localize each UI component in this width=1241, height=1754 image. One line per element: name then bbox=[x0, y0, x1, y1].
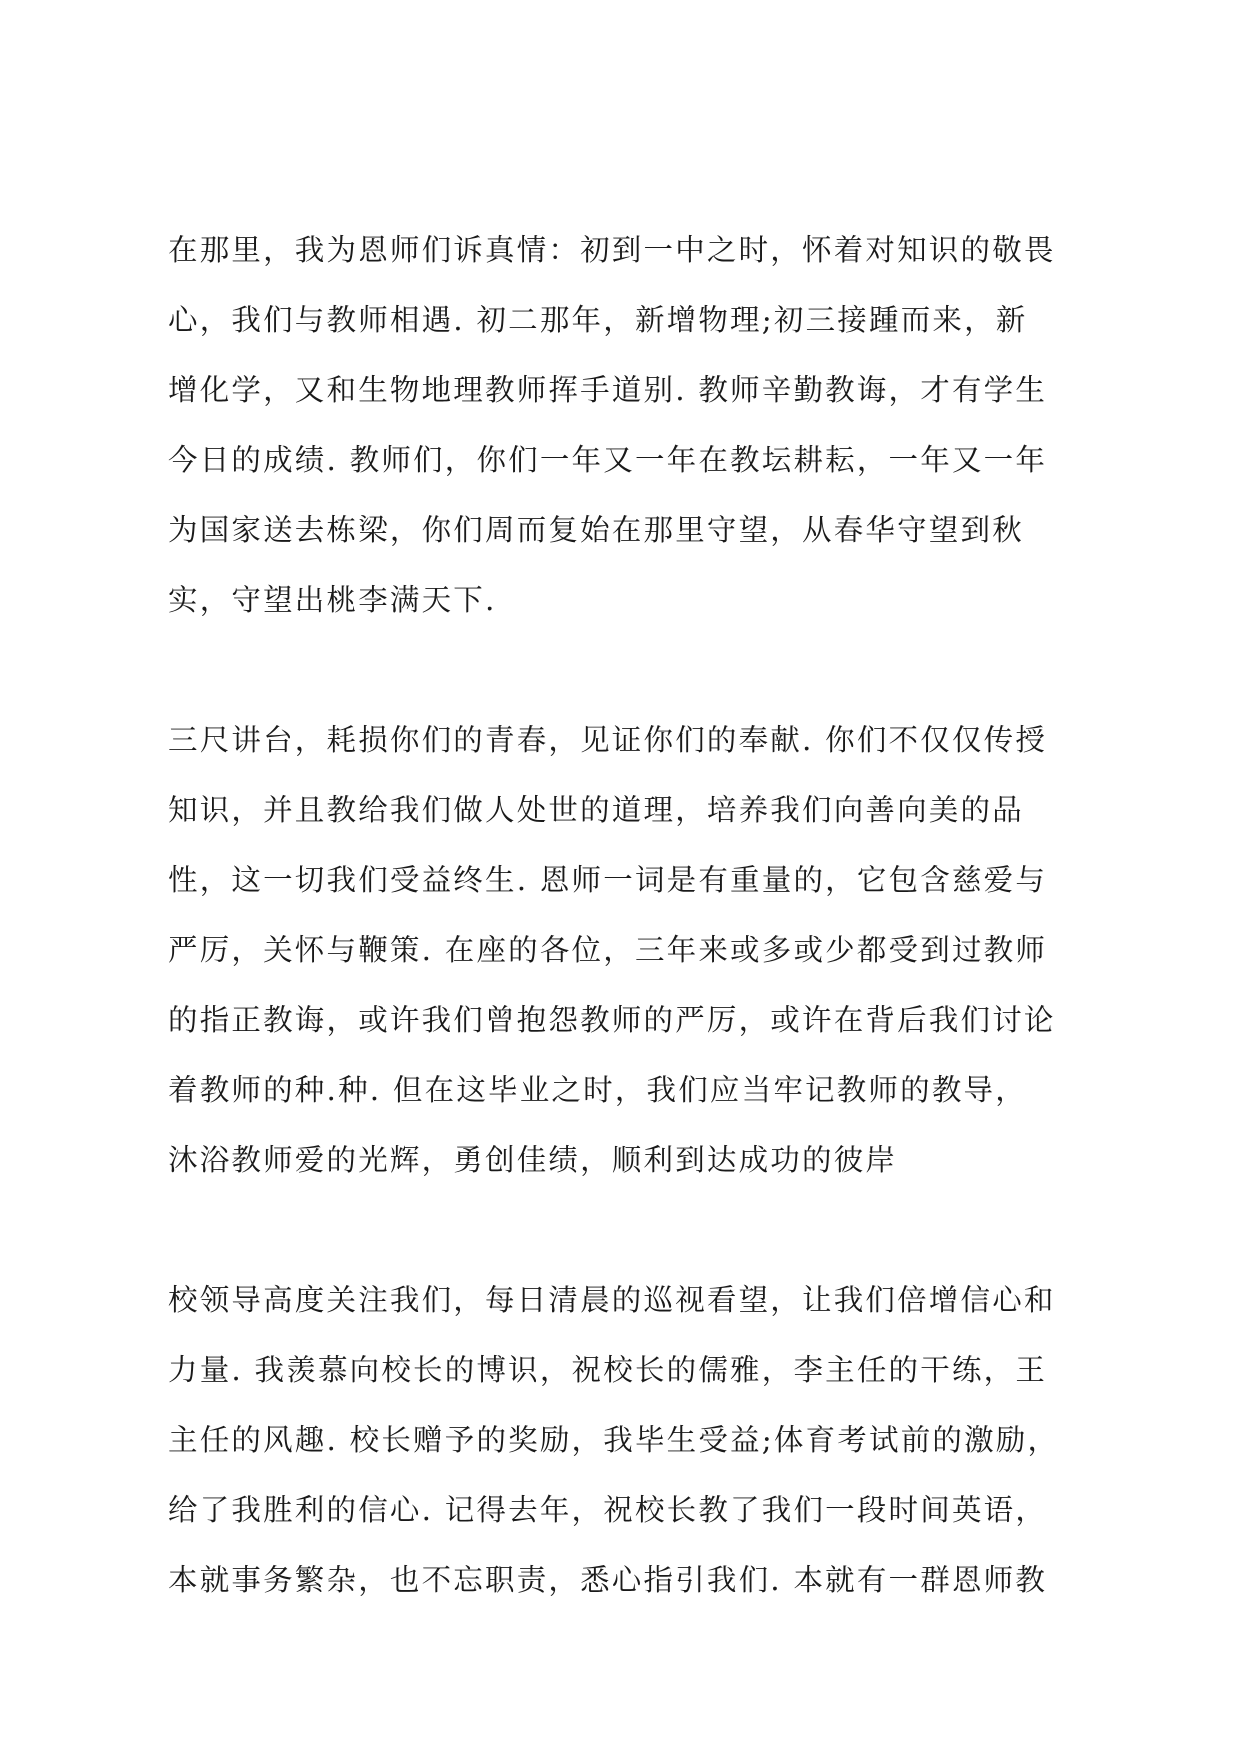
paragraph-line: 性，这一切我们受益终生. 恩师一词是有重量的，它包含慈爱与 bbox=[168, 863, 1048, 897]
paragraph-line: 力量. 我羡慕向校长的博识，祝校长的儒雅，李主任的干练，王 bbox=[168, 1353, 1048, 1387]
paragraph-line: 增化学，又和生物地理教师挥手道别. 教师辛勤教诲，才有学生 bbox=[168, 373, 1048, 407]
paragraph-3 bbox=[168, 1274, 1098, 1624]
paragraph-line: 实，守望出桃李满天下. bbox=[168, 583, 497, 617]
paragraph-line: 主任的风趣. 校长赠予的奖励，我毕生受益;体育考试前的激励， bbox=[168, 1423, 1060, 1457]
paragraph-line: 在那里，我为恩师们诉真情：初到一中之时，怀着对知识的敬畏 bbox=[168, 233, 1056, 267]
paragraph-line: 严厉，关怀与鞭策. 在座的各位，三年来或多或少都受到过教师 bbox=[168, 933, 1048, 967]
paragraph-line: 心，我们与教师相遇. 初二那年，新增物理;初三接踵而来，新 bbox=[168, 303, 1028, 337]
paragraph-line: 沐浴教师爱的光辉，勇创佳绩，顺利到达成功的彼岸 bbox=[168, 1143, 898, 1177]
paragraph-2 bbox=[168, 714, 1098, 1204]
paragraph-line: 的指正教诲，或许我们曾抱怨教师的严厉，或许在背后我们讨论 bbox=[168, 1003, 1056, 1037]
document-body bbox=[168, 224, 1098, 1624]
paragraph-line: 给了我胜利的信心. 记得去年，祝校长教了我们一段时间英语， bbox=[168, 1493, 1048, 1527]
paragraph-line: 校领导高度关注我们，每日清晨的巡视看望，让我们倍增信心和 bbox=[168, 1283, 1056, 1317]
paragraph-line: 知识，并且教给我们做人处世的道理，培养我们向善向美的品 bbox=[168, 793, 1024, 827]
paragraph-spacer bbox=[168, 1204, 1098, 1274]
paragraph-line: 三尺讲台，耗损你们的青春，见证你们的奉献. 你们不仅仅传授 bbox=[168, 723, 1048, 757]
paragraph-line: 为国家送去栋梁，你们周而复始在那里守望，从春华守望到秋 bbox=[168, 513, 1024, 547]
paragraph-line: 本就事务繁杂，也不忘职责，悉心指引我们. 本就有一群恩师教 bbox=[168, 1563, 1048, 1597]
paragraph-line: 今日的成绩. 教师们，你们一年又一年在教坛耕耘，一年又一年 bbox=[168, 443, 1048, 477]
paragraph-spacer bbox=[168, 644, 1098, 714]
paragraph-1 bbox=[168, 224, 1098, 644]
paragraph-line: 着教师的种.种. 但在这毕业之时，我们应当牢记教师的教导， bbox=[168, 1073, 1027, 1107]
